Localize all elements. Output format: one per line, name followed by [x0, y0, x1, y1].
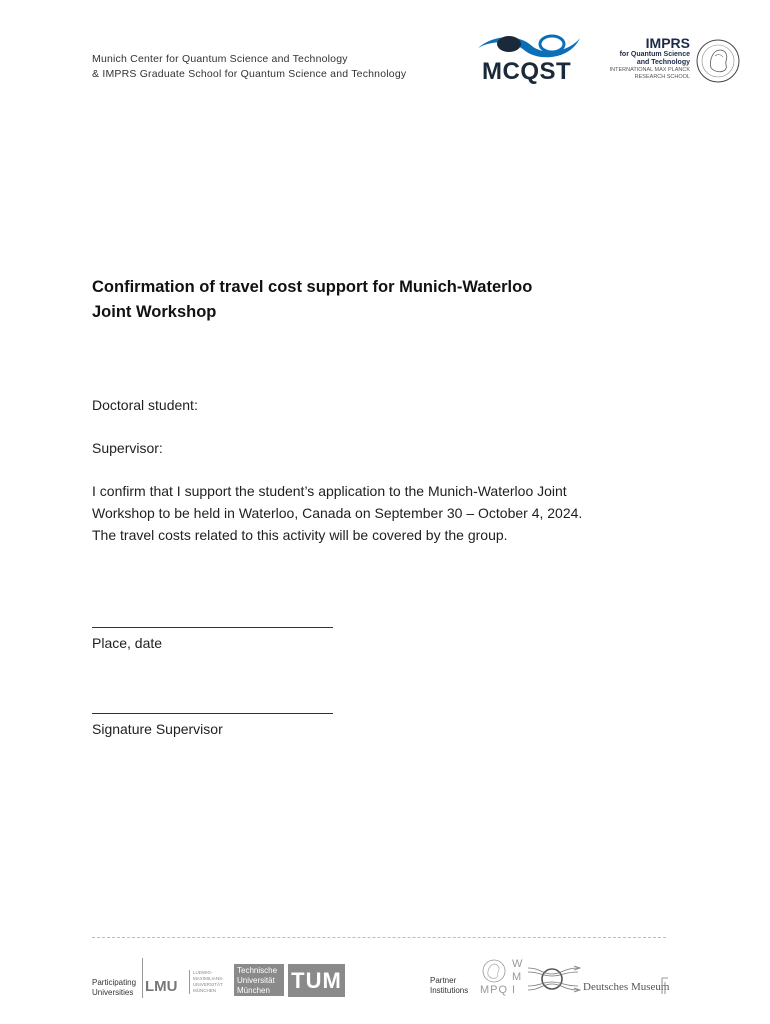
signature-line [92, 713, 333, 714]
lmu-logo [142, 958, 232, 998]
participating-universities-label [92, 978, 136, 998]
document-title-line-2: Joint Workshop [92, 303, 217, 321]
wmi-field-lines-icon [528, 962, 582, 996]
lmu-small-line-1: LUDWIG- [193, 970, 213, 975]
mpq-seal-icon [479, 958, 509, 984]
lmu-small-line-3: UNIVERSITÄT [193, 982, 223, 987]
mpq-logo [479, 958, 509, 998]
tum-logo [288, 964, 345, 997]
imprs-logo-sub4: RESEARCH SCHOOL [634, 74, 690, 80]
lmu-logo-wordmark [189, 970, 235, 994]
doctoral-student-label: Doctoral student: [92, 397, 198, 413]
mcqst-logo-swoosh-icon [474, 30, 584, 60]
document-title-line-1: Confirmation of travel cost support for Munich-Waterloo [92, 278, 533, 296]
place-date-label: Place, date [92, 635, 163, 651]
partner-institutions-label [430, 976, 468, 996]
tum-logo-text: TUM [291, 968, 342, 993]
partner-label-line-1: Partner [430, 976, 457, 985]
wmi-letter-m: M [512, 971, 522, 983]
confirmation-paragraph-line-2: Workshop to be held in Waterloo, Canada on September 30 – October 4, 2024. [92, 505, 583, 521]
imprs-logo [600, 36, 690, 86]
mpq-logo-text: MPQ [480, 984, 509, 996]
lmu-logo-text: LMU [145, 978, 178, 995]
tu-munich-wordmark [234, 964, 284, 996]
participating-label-line-2: Universities [92, 988, 134, 997]
wmi-logo [512, 958, 582, 998]
wmi-letter-w: W [512, 958, 523, 970]
signature-supervisor-label: Signature Supervisor [92, 721, 223, 737]
header-institution-line-1: Munich Center for Quantum Science and Technology [92, 53, 348, 65]
place-date-line [92, 627, 333, 628]
wmi-letters [512, 958, 522, 997]
deutsches-museum-mark-icon [660, 976, 670, 1001]
tu-wordmark-line-1: Technische [237, 966, 278, 975]
imprs-logo-sub2: and Technology [636, 59, 690, 66]
imprs-logo-sub3: INTERNATIONAL MAX PLANCK [609, 67, 690, 73]
supervisor-label: Supervisor: [92, 440, 163, 456]
lmu-small-line-4: MÜNCHEN [193, 988, 216, 993]
participating-label-line-1: Participating [92, 978, 137, 987]
tu-wordmark-line-3: München [237, 986, 270, 995]
header-institution-line-2: & IMPRS Graduate School for Quantum Science and Technology [92, 68, 407, 80]
tu-wordmark-line-2: Universität [237, 976, 275, 985]
imprs-logo-sub1: for Quantum Science [619, 51, 690, 58]
footer-divider [92, 937, 666, 938]
mcqst-logo-text: MCQST [482, 58, 572, 85]
confirmation-paragraph-line-1: I confirm that I support the student’s application to the Munich-Waterloo Joint [92, 483, 567, 499]
confirmation-paragraph-line-3: The travel costs related to this activity will be covered by the group. [92, 527, 508, 543]
max-planck-seal-icon [695, 38, 741, 89]
imprs-logo-title: IMPRS [645, 35, 690, 51]
mcqst-logo [474, 30, 584, 84]
partner-label-line-2: Institutions [430, 986, 469, 995]
wmi-letter-i: I [512, 984, 516, 996]
lmu-small-line-2: MAXIMILIANS- [193, 976, 224, 981]
deutsches-museum-logo: Deutsches Museum [583, 981, 670, 993]
